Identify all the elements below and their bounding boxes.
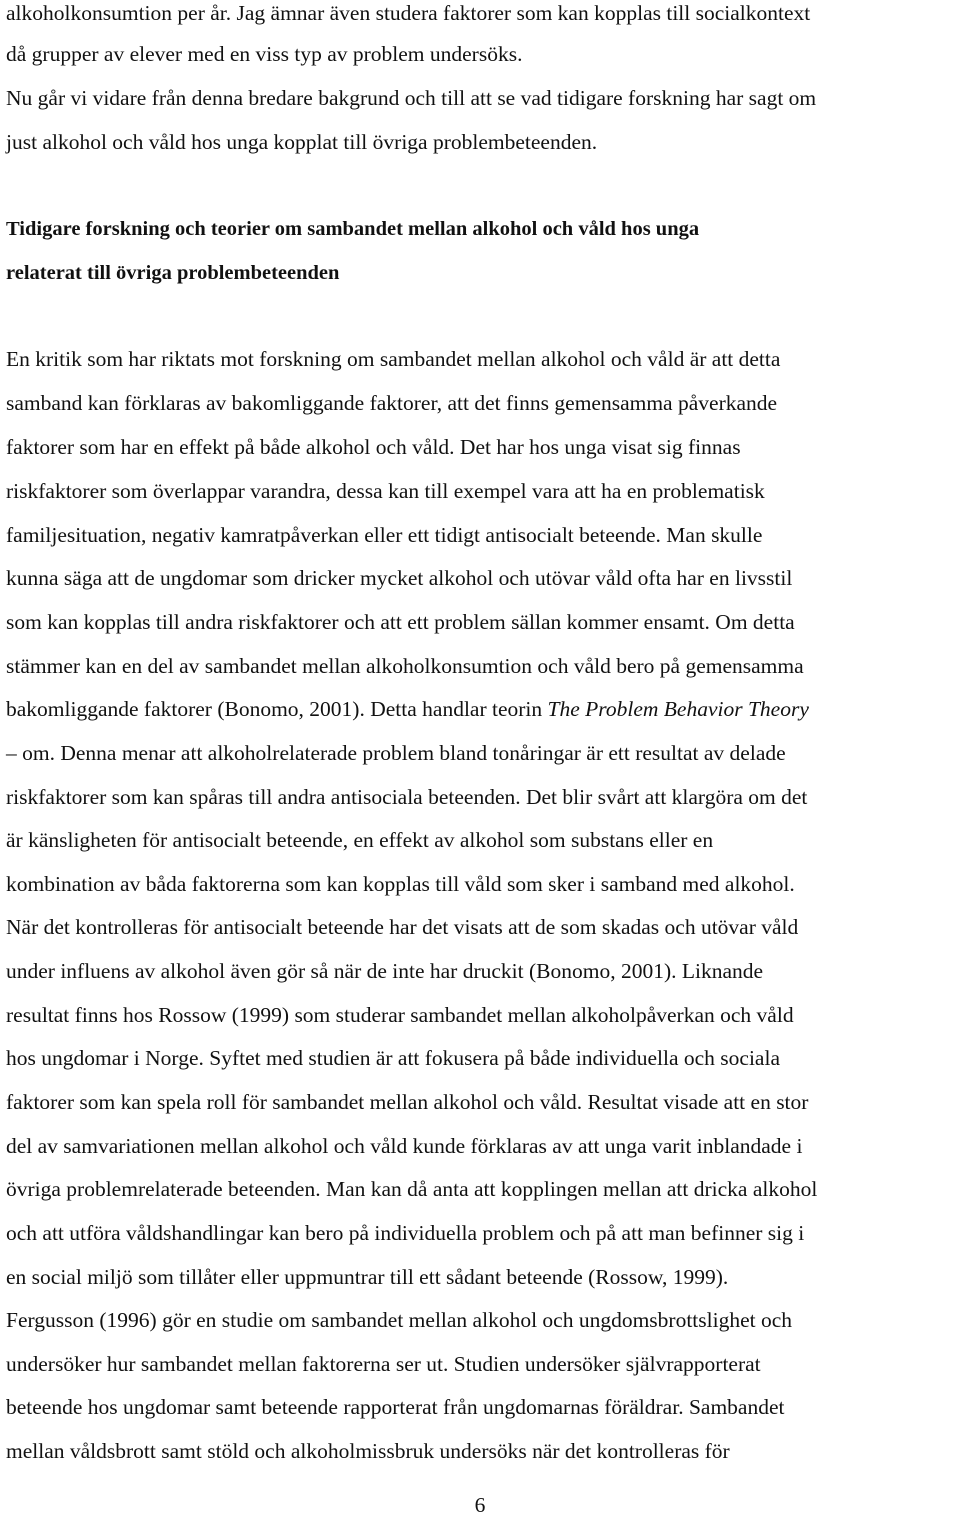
text-line: resultat finns hos Rossow (1999) som studerar sambandet mellan alkoholpåverkan och våld xyxy=(6,1003,794,1027)
text-line: samband kan förklaras av bakomliggande faktorer, att det finns gemensamma påverkande xyxy=(6,391,778,415)
text-line: som kan kopplas till andra riskfaktorer och att ett problem sällan kommer ensamt. Om detta xyxy=(6,610,795,634)
text-line: Fergusson (1996) gör en studie om sambandet mellan alkohol och ungdomsbrottslighet och xyxy=(6,1308,793,1332)
section-heading-line: Tidigare forskning och teorier om sambandet mellan alkohol och våld hos unga xyxy=(6,218,700,240)
section-heading-line: relaterat till övriga problembeteenden xyxy=(6,262,340,284)
text-line: en social miljö som tillåter eller uppmuntrar till ett sådant beteende (Rossow, 1999). xyxy=(6,1265,729,1289)
text-line: riskfaktorer som kan spåras till andra antisociala beteenden. Det blir svårt att klargöra om det xyxy=(6,785,808,809)
text-line: beteende hos ungdomar samt beteende rapporterat från ungdomarnas föräldrar. Sambandet xyxy=(6,1395,785,1419)
text-line: under influens av alkohol även gör så när de inte har druckit (Bonomo, 2001). Liknande xyxy=(6,959,764,983)
theory-title: The Problem Behavior Theory xyxy=(547,697,809,721)
text-line: mellan våldsbrott samt stöld och alkoholmissbruk undersöks när det kontrolleras för xyxy=(6,1439,730,1463)
text-line: Nu går vi vidare från denna bredare bakgrund och till att se vad tidigare forskning har sagt om xyxy=(6,86,817,110)
text-line: och att utföra våldshandlingar kan bero på individuella problem och på att man befinner sig i xyxy=(6,1221,805,1245)
text-line: faktorer som kan spela roll för sambandet mellan alkohol och våld. Resultat visade att en stor xyxy=(6,1090,809,1114)
text-line: då grupper av elever med en viss typ av problem undersöks. xyxy=(6,42,523,66)
text-line: kombination av båda faktorerna som kan kopplas till våld som sker i samband med alkohol. xyxy=(6,872,795,896)
text-line: just alkohol och våld hos unga kopplat till övriga problembeteenden. xyxy=(6,130,598,154)
text-segment: bakomliggande faktorer (Bonomo, 2001). Detta handlar teorin xyxy=(6,697,548,721)
text-line: riskfaktorer som överlappar varandra, dessa kan till exempel vara att ha en problematisk xyxy=(6,479,765,503)
text-line: del av samvariationen mellan alkohol och våld kunde förklaras av att unga varit inblandade i xyxy=(6,1134,803,1158)
text-line: En kritik som har riktats mot forskning om sambandet mellan alkohol och våld är att detta xyxy=(6,347,781,371)
text-line: faktorer som har en effekt på både alkohol och våld. Det har hos unga visat sig finnas xyxy=(6,435,741,459)
page-number: 6 xyxy=(474,1493,486,1517)
text-line: alkoholkonsumtion per år. Jag ämnar även studera faktorer som kan kopplas till socialkontext xyxy=(6,1,811,25)
text-line: undersöker hur sambandet mellan faktorerna ser ut. Studien undersöker självrapporterat xyxy=(6,1352,761,1376)
text-line: familjesituation, negativ kamratpåverkan eller ett tidigt antisocialt beteende. Man skulle xyxy=(6,523,763,547)
text-line: hos ungdomar i Norge. Syftet med studien är att fokusera på både individuella och sociala xyxy=(6,1046,780,1070)
text-line: övriga problemrelaterade beteenden. Man kan då anta att kopplingen mellan att dricka alkohol xyxy=(6,1177,818,1201)
text-line: stämmer kan en del av sambandet mellan alkoholkonsumtion och våld bero på gemensamma xyxy=(6,654,804,678)
text-line: När det kontrolleras för antisocialt beteende har det visats att de som skadas och utövar våld xyxy=(6,915,799,939)
text-line: – om. Denna menar att alkoholrelaterade problem bland tonåringar är ett resultat av delade xyxy=(6,741,786,765)
text-line: är känsligheten för antisocialt beteende, en effekt av alkohol som substans eller en xyxy=(6,828,714,852)
text-line-with-theory-title xyxy=(6,696,809,722)
text-line: kunna säga att de ungdomar som dricker mycket alkohol och utövar våld ofta har en livsstil xyxy=(6,566,793,590)
